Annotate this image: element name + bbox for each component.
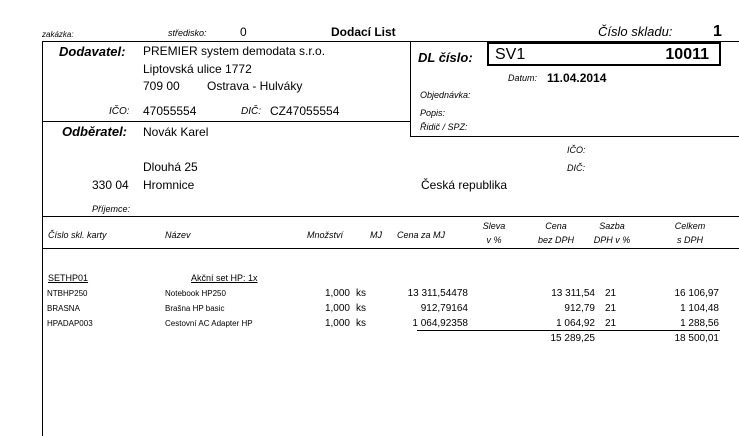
row-net: 912,79: [564, 303, 595, 314]
cislo-skladu-value: 1: [713, 23, 722, 40]
row-unit: ks: [356, 288, 366, 299]
supplier-dic: CZ47055554: [270, 104, 340, 118]
sum-line: [417, 330, 720, 331]
dl-number: 10011: [665, 46, 709, 63]
supplier-label: Dodavatel:: [59, 44, 126, 59]
row-qty: 1,000: [324, 303, 350, 314]
col-total-1: Celkem: [674, 221, 706, 231]
row-price: 912,79164: [420, 303, 468, 314]
col-card: Číslo skl. karty: [48, 230, 107, 240]
stredisko-value: 0: [240, 25, 247, 39]
set-name: Akční set HP: 1x: [191, 273, 258, 283]
date-label: Datum:: [508, 73, 538, 83]
row-vat: 21: [605, 288, 617, 299]
customer-city: Hromnice: [143, 178, 195, 192]
row-name: Cestovní AC Adapter HP: [165, 319, 253, 328]
supplier-name: PREMIER system demodata s.r.o.: [143, 44, 326, 58]
dl-number-box: [487, 42, 721, 66]
customer-country: Česká republika: [421, 178, 508, 192]
stredisko-label: středisko:: [168, 28, 207, 38]
left-border: [42, 41, 43, 436]
customer-ico-label: IČO:: [567, 145, 586, 155]
cislo-skladu-label: Číslo skladu:: [598, 24, 673, 39]
row-code: BRASNA: [47, 304, 80, 313]
col-discount-1: Sleva: [482, 221, 506, 231]
row-total: 16 106,97: [674, 288, 719, 299]
sum-total: 18 500,01: [674, 333, 719, 344]
col-total-2: s DPH: [676, 235, 703, 245]
row-vat: 21: [605, 318, 617, 329]
customer-name: Novák Karel: [143, 125, 209, 139]
col-name: Název: [165, 230, 191, 240]
set-code: SETHP01: [48, 273, 89, 283]
col-vat-1: Sazba: [599, 221, 625, 231]
header-bottom-border: [42, 248, 739, 249]
header-top-border: [42, 216, 739, 217]
row-price: 1 064,92358: [412, 318, 468, 329]
customer-street: Dlouhá 25: [143, 160, 198, 174]
row-total: 1 104,48: [680, 303, 719, 314]
supplier-city: Ostrava - Hulváky: [207, 79, 303, 93]
row-vat: 21: [605, 303, 617, 314]
col-unit: MJ: [370, 230, 382, 240]
recipient-label: Příjemce:: [92, 204, 131, 214]
doc-bottom-border: [410, 136, 739, 137]
dl-number-label: DL číslo:: [418, 50, 473, 65]
sum-net: 15 289,25: [550, 333, 595, 344]
description-label: Popis:: [420, 108, 446, 118]
supplier-ico: 47055554: [143, 104, 197, 118]
col-price: Cena za MJ: [397, 230, 446, 240]
row-net: 1 064,92: [556, 318, 595, 329]
customer-label: Odběratel:: [62, 124, 128, 139]
order-label: Objednávka:: [420, 90, 471, 100]
customer-dic-label: DIČ:: [567, 163, 585, 173]
driver-label: Řidič / SPZ:: [420, 122, 468, 132]
row-unit: ks: [356, 318, 366, 329]
row-qty: 1,000: [324, 288, 350, 299]
dl-series: SV1: [495, 46, 526, 63]
row-qty: 1,000: [324, 318, 350, 329]
row-net: 13 311,54: [551, 288, 595, 299]
col-net-2: bez DPH: [537, 235, 574, 245]
supplier-ico-label: IČO:: [109, 106, 130, 117]
supplier-zip: 709 00: [143, 79, 180, 93]
col-vat-2: DPH v %: [593, 235, 631, 245]
date-value: 11.04.2014: [547, 71, 607, 85]
row-name: Notebook HP250: [165, 289, 226, 298]
col-qty: Množství: [307, 230, 344, 240]
zakazka-label: zakázka:: [42, 30, 74, 39]
supplier-bottom-border: [42, 121, 410, 122]
row-code: HPADAP003: [47, 319, 93, 328]
row-unit: ks: [356, 303, 366, 314]
supplier-dic-label: DIČ:: [241, 106, 261, 117]
customer-zip: 330 04: [92, 178, 129, 192]
col-discount-2: v %: [486, 235, 502, 245]
supplier-street: Liptovská ulice 1772: [143, 62, 252, 76]
document-title: Dodací List: [331, 25, 396, 39]
col-net-1: Cena: [545, 221, 567, 231]
supplier-divider: [410, 41, 411, 136]
row-name: Brašna HP basic: [165, 304, 225, 313]
row-price: 13 311,54478: [407, 288, 468, 299]
row-code: NTBHP250: [47, 289, 88, 298]
row-total: 1 288,56: [680, 318, 719, 329]
